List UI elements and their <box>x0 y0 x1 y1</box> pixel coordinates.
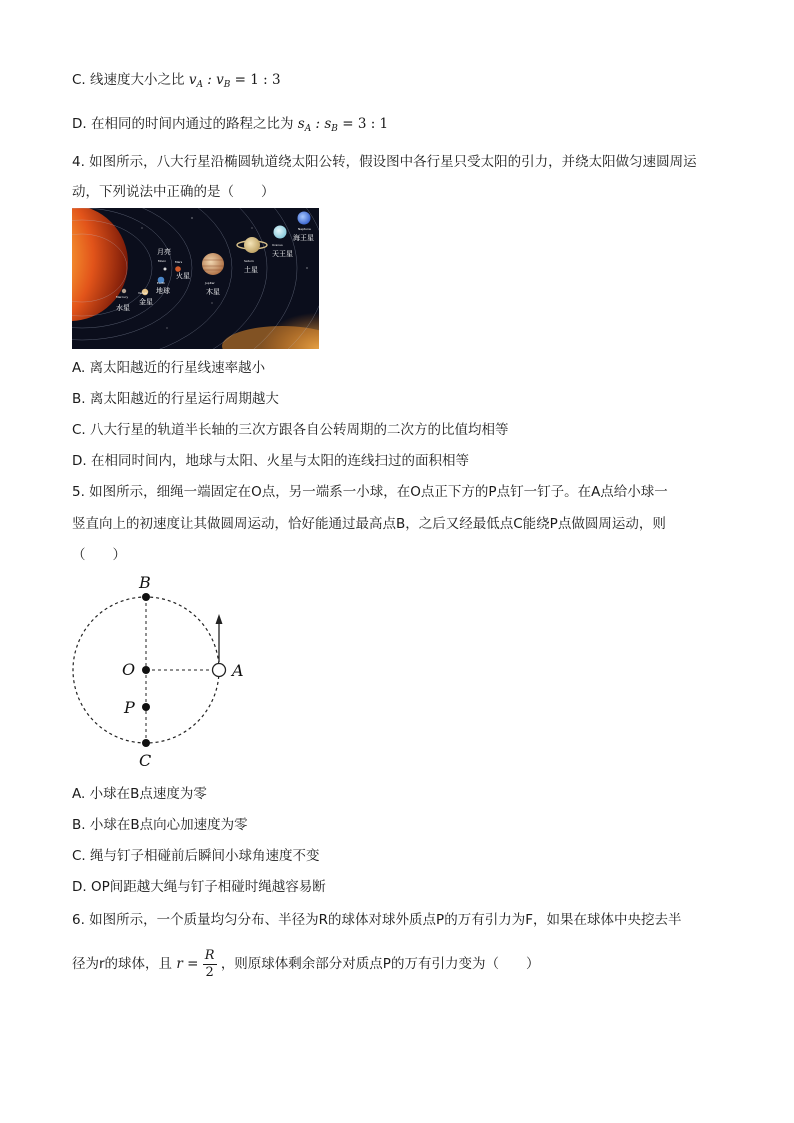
saturn-planet <box>244 237 260 253</box>
option-letter: C. <box>72 72 86 88</box>
q5-stem-line2: 竖直向上的初速度让其做圆周运动，恰好能通过最高点B，之后又经最低点C能绕P点做圆周运动，则 <box>72 516 666 532</box>
svg-text:Moon: Moon <box>158 259 167 263</box>
svg-text:地球: 地球 <box>156 287 170 295</box>
svg-text:Mars: Mars <box>175 260 183 264</box>
q5-stem-line3: （ ） <box>72 547 126 563</box>
svg-text:Uranus: Uranus <box>272 243 283 247</box>
q5-option-c: C. 绳与钉子相碰前后瞬间小球角速度不变 <box>72 848 320 864</box>
q4-option-c: C. 八大行星的轨道半长轴的三次方跟各自公转周期的二次方的比值均相等 <box>72 422 509 438</box>
svg-text:水星: 水星 <box>116 304 130 312</box>
point-o <box>142 666 150 674</box>
q4-option-b: B. 离太阳越近的行星运行周期越大 <box>72 391 279 407</box>
svg-text:月亮: 月亮 <box>157 248 171 256</box>
formula-lhs: r = <box>176 956 199 972</box>
svg-text:土星: 土星 <box>244 266 258 274</box>
point-b <box>142 593 150 601</box>
q5-option-d: D. OP间距越大绳与钉子相碰时绳越容易断 <box>72 879 326 895</box>
point-p <box>142 703 150 711</box>
q3-option-d <box>72 114 388 139</box>
arrow-head-icon <box>216 614 223 624</box>
q5-option-a: A. 小球在B点速度为零 <box>72 786 207 802</box>
svg-text:海王星: 海王星 <box>293 234 314 242</box>
label-p: P <box>124 698 135 717</box>
jupiter-planet <box>202 253 224 275</box>
solar-system-image <box>72 208 319 349</box>
q4-option-d: D. 在相同时间内，地球与太阳、火星与太阳的连线扫过的面积相等 <box>72 453 469 469</box>
svg-text:Jupiter: Jupiter <box>205 281 215 285</box>
q3-option-c <box>72 70 281 95</box>
label-o: O <box>122 660 136 679</box>
option-text: 在相同的时间内通过的路程之比为 <box>90 116 294 132</box>
svg-text:Venus: Venus <box>138 291 148 295</box>
svg-text:木星: 木星 <box>206 288 220 296</box>
label-c: C <box>139 751 152 770</box>
neptune-planet <box>298 212 311 225</box>
q6-stem-line2: 径为r的球体，且 r = $\frac{R}{2}$ ，则原球体剩余部分对质点P的万有引力变为（ ） <box>72 947 540 980</box>
option-text: 线速度大小之比 <box>90 72 185 88</box>
q4-stem-line1: 4. 如图所示，八大行星沿椭圆轨道绕太阳公转，假设图中各行星只受太阳的引力，并绕太阳做匀速圆周运 <box>72 154 697 170</box>
label-b: B <box>139 573 151 592</box>
svg-text:Neptune: Neptune <box>298 227 311 231</box>
moon <box>164 268 167 271</box>
q6-stem-line1: 6. 如图所示，一个质量均匀分布、半径为R的球体对球外质点P的万有引力为F，如果在球体中央挖去半 <box>72 912 682 928</box>
label-a: A <box>232 661 244 680</box>
svg-text:火星: 火星 <box>176 272 190 280</box>
mars-planet <box>175 266 181 272</box>
fraction-r-over-2: $\frac{R}{2}$ <box>204 947 215 980</box>
svg-text:金星: 金星 <box>139 298 153 306</box>
q4-stem-line2: 动，下列说法中正确的是（ ） <box>72 184 275 200</box>
circular-motion-diagram <box>60 572 260 772</box>
q5-stem-line1: 5. 如图所示，细绳一端固定在O点，另一端系一小球，在O点正下方的P点钉一钉子。在A点给小球一 <box>72 484 668 500</box>
option-letter: D. <box>72 116 87 132</box>
svg-text:Saturn: Saturn <box>244 259 254 263</box>
mercury-planet <box>122 289 126 293</box>
q4-option-a: A. 离太阳越近的行星线速率越小 <box>72 360 266 376</box>
point-c <box>142 739 150 747</box>
svg-text:天王星: 天王星 <box>272 250 293 258</box>
velocity-ratio-formula: $v_A$ : $v_B = 1$ : 3 <box>188 72 281 90</box>
ball-a <box>213 664 226 677</box>
svg-text:Earth: Earth <box>157 281 166 285</box>
path-ratio-formula: $s_A$ : $s_B = 3$ : 1 <box>297 116 389 134</box>
svg-text:Mercury: Mercury <box>116 295 129 299</box>
uranus-planet <box>274 226 287 239</box>
q5-option-b: B. 小球在B点向心加速度为零 <box>72 817 248 833</box>
